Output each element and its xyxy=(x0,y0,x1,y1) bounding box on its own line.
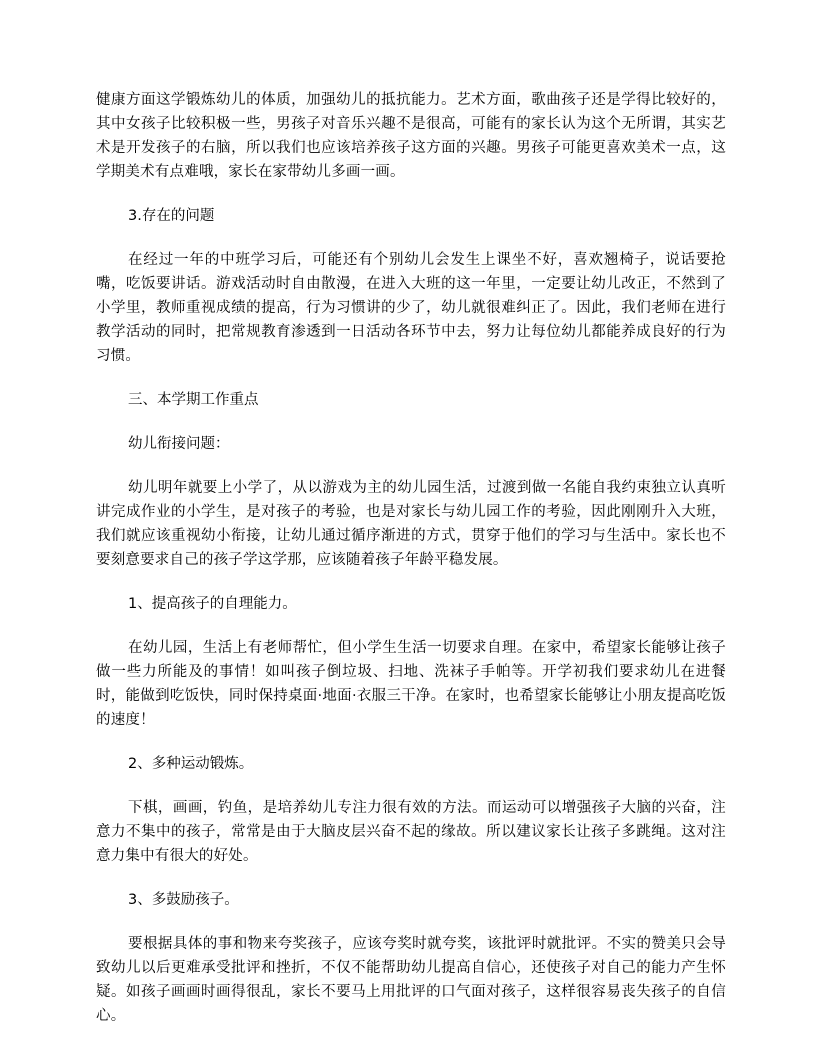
paragraph-problems: 在经过一年的中班学习后，可能还有个别幼儿会发生上课坐不好，喜欢翘椅子，说话要抢嘴，吃饭要讲话。游戏活动时自由散漫，在进入大班的这一年里，一定要让幼儿改正，不然到了小学里，教师重视成绩的提高，行为习惯讲的少了，幼儿就很难纠正了。因此，我们老师在进行教学活动的同时，把常规教育渗透到一日活动各环节中去，努力让每位幼儿都能养成良好的行为习惯。 xyxy=(96,252,726,364)
spacer xyxy=(96,412,726,432)
paragraph-exercise: 下棋，画画，钓鱼，是培养幼儿专注力很有效的方法。而运动可以增强孩子大脑的兴奋，注意力不集中的孩子，常常是由于大脑皮层兴奋不起的缘故。所以建议家长让孩子多跳绳。这对注意力集中有很大的好处。 xyxy=(96,800,726,864)
document-page xyxy=(96,88,726,1028)
paragraph-transition: 幼儿明年就要上小学了，从以游戏为主的幼儿园生活，过渡到做一名能自我约束独立认真听讲完成作业的小学生，是对孩子的考验，也是对家长与幼儿园工作的考验，因此刚刚升入大班，我们就应该重视幼小衔接，让幼儿通过循序渐进的方式，贯穿于他们的学习与生活中。家长也不要刻意要求自己的孩子学这学那，应该随着孩子年龄平稳发展。 xyxy=(96,480,726,568)
heading-semester-focus: 三、本学期工作重点 xyxy=(128,392,259,408)
heading-exercise: 2、多种运动锻炼。 xyxy=(128,756,254,772)
spacer xyxy=(96,368,726,388)
spacer xyxy=(96,456,726,476)
heading-encourage: 3、多鼓励孩子。 xyxy=(128,892,239,908)
spacer xyxy=(96,228,726,248)
spacer xyxy=(96,572,726,592)
heading-self-care: 1、提高孩子的自理能力。 xyxy=(128,596,297,612)
paragraph-arts-health: 健康方面这学锻炼幼儿的体质，加强幼儿的抵抗能力。艺术方面，歌曲孩子还是学得比较好的，其中女孩子比较积极一些，男孩子对音乐兴趣不是很高，可能有的家长认为这个无所谓，其实艺术是开发孩子的右脑，所以我们也应该培养孩子这方面的兴趣。男孩子可能更喜欢美术一点，这学期美术有点难哦，家长在家带幼儿多画一画。 xyxy=(96,92,726,180)
paragraph-encourage: 要根据具体的事和物来夸奖孩子，应该夸奖时就夸奖，该批评时就批评。不实的赞美只会导致幼儿以后更难承受批评和挫折，不仅不能帮助幼儿提高自信心，还使孩子对自己的能力产生怀疑。如孩子画画时画得很乱，家长不要马上用批评的口气面对孩子，这样很容易丧失孩子的自信心。 xyxy=(96,936,726,1024)
paragraph-self-care: 在幼儿园，生活上有老师帮忙，但小学生生活一切要求自理。在家中，希望家长能够让孩子做一些力所能及的事情！如叫孩子倒垃圾、扫地、洗袜子手帕等。开学初我们要求幼儿在进餐时，能做到吃饭快，同时保持桌面·地面·衣服三干净。在家时，也希望家长能够让小朋友提高吃饭的速度！ xyxy=(96,640,726,728)
spacer xyxy=(96,776,726,796)
heading-existing-problems: 3.存在的问题 xyxy=(128,208,215,224)
spacer xyxy=(96,616,726,636)
spacer xyxy=(96,868,726,888)
spacer xyxy=(96,184,726,204)
spacer xyxy=(96,732,726,752)
spacer xyxy=(96,912,726,932)
heading-transition: 幼儿衔接问题： xyxy=(128,436,230,452)
